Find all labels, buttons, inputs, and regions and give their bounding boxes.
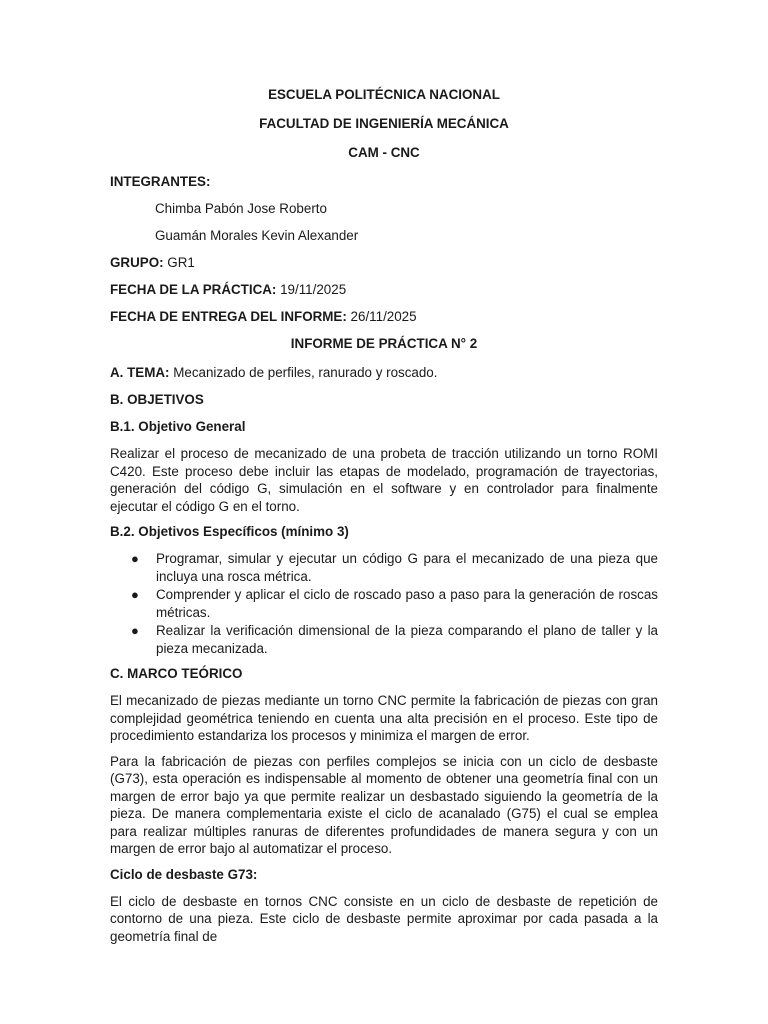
grupo-value: GR1 [163,255,195,270]
bullet-icon: ● [131,587,139,602]
member-name: Chimba Pabón Jose Roberto [155,201,327,216]
faculty-title: FACULTAD DE INGENIERÍA MECÁNICA [259,116,509,131]
fecha-practica-label: FECHA DE LA PRÁCTICA: [110,282,277,297]
fecha-practica-value: 19/11/2025 [276,282,347,297]
marco-teorico-heading: C. MARCO TEÓRICO [110,666,243,681]
fecha-entrega-value: 26/11/2025 [346,309,417,324]
member-name: Guamán Morales Kevin Alexander [155,228,359,243]
report-title: INFORME DE PRÁCTICA N° 2 [290,336,478,351]
list-item [110,550,658,585]
list-item-text: Comprender y aplicar el ciclo de roscado paso a paso para la generación de roscas métricas. [156,587,658,620]
objetivos-heading: B. OBJETIVOS [110,392,204,407]
g73-heading: Ciclo de desbaste G73: [110,866,258,882]
grupo-line [110,254,658,271]
list-item [110,586,658,621]
list-item [110,622,658,657]
tema-line [110,364,658,381]
grupo-label: GRUPO: [110,255,164,270]
g73-paragraph: El ciclo de desbaste en tornos CNC consiste en un ciclo de desbaste de repetición de contorno de una pieza. Este ciclo de desbaste permite aproximar por cada pasada a la geometría final de [110,893,658,944]
tema-value: Mecanizado de perfiles, ranurado y roscado. [169,365,438,380]
marco-paragraph: Para la fabricación de piezas con perfiles complejos se inicia con un ciclo de desbaste (G73), esta operación es indispensable al momento de obtener una geometría final con un margen de error bajo ya que permite realizar un desbastado siguiendo la geometría de la pieza. De manera complementaria existe el ciclo de acanalado (G75) el cual se emplea para realizar múltiples ranuras de diferentes profundidades de manera segura y con un margen de error bajo al automatizar el proceso. [110,753,658,856]
list-item-text: Realizar la verificación dimensional de la pieza comparando el plano de taller y la pieza mecanizada. [156,623,658,656]
objetivos-especificos-heading: B.2. Objetivos Específicos (mínimo 3) [110,524,349,539]
objetivo-general-text: Realizar el proceso de mecanizado de una probeta de tracción utilizando un torno ROMI C420. Este proceso debe incluir las etapas de modelado, programación de trayectorias, generación del código G, simulación en el software y en controlador para finalmente ejecutar el código G en el torno. [110,446,658,514]
list-item-text: Programar, simular y ejecutar un código G para el mecanizado de una pieza que incluya una rosca métrica. [156,551,658,584]
marco-paragraph: El mecanizado de piezas mediante un torno CNC permite la fabricación de piezas con gran complejidad geométrica teniendo en cuenta una alta precisión en el proceso. Este tipo de procedimiento estandariza los procesos y minimiza el margen de error. [110,693,658,743]
document-page [110,86,658,953]
bullet-icon: ● [131,551,139,566]
course-title: CAM - CNC [348,145,420,160]
institution-title: ESCUELA POLITÉCNICA NACIONAL [268,87,500,102]
fecha-practica-line [110,281,658,298]
bullet-icon: ● [131,623,139,638]
objetivo-general-heading: B.1. Objetivo General [110,419,246,434]
fecha-entrega-line [110,308,658,325]
fecha-entrega-label: FECHA DE ENTREGA DEL INFORME: [110,309,347,324]
tema-label: A. TEMA: [110,365,170,380]
objetivos-especificos-list [110,550,658,657]
integrantes-label: INTEGRANTES: [110,174,211,189]
